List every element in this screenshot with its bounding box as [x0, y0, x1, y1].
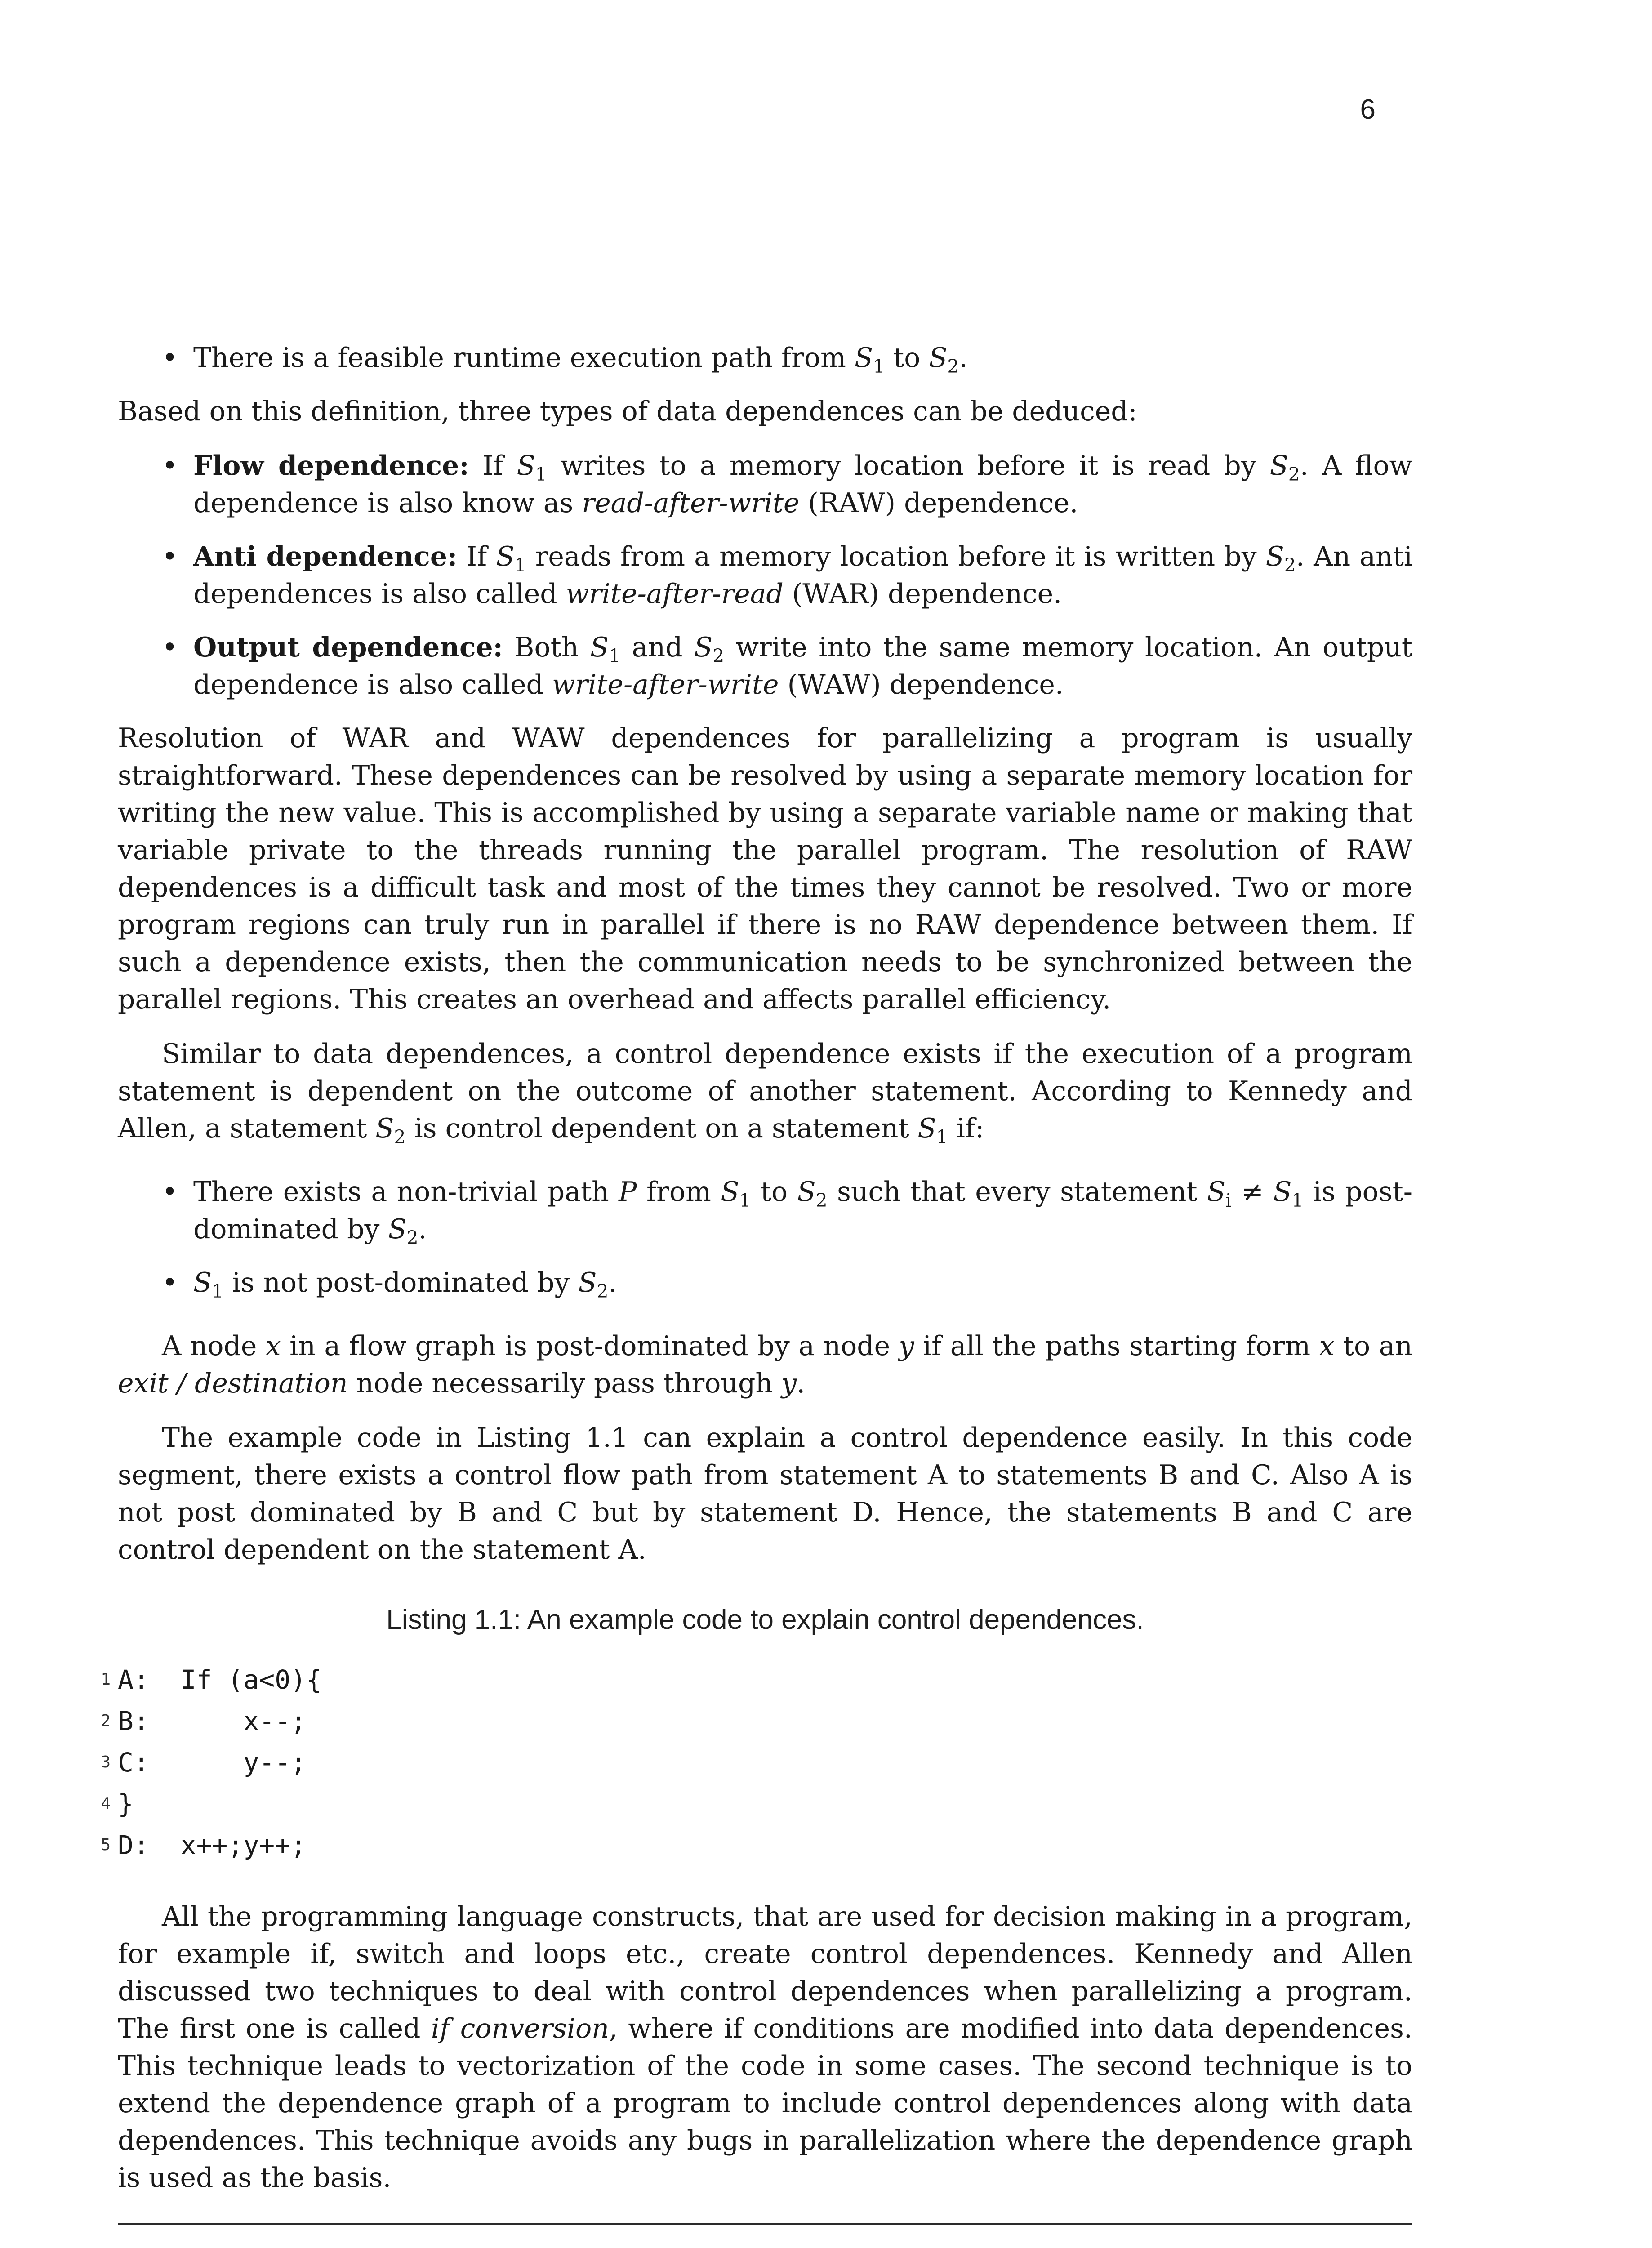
output-dependence-item: • Output dependence: Both $S_1$ and $S_2$ write into the same memory location. An output dependence is also called write-after-write (WAW) dependence. [193, 629, 1412, 704]
deduction-paragraph: Based on this definition, three types of data dependences can be deduced: [118, 396, 1137, 427]
page-body [101, 339, 1413, 2214]
code-text: D: x++;y++; [118, 1830, 307, 1860]
code-line [101, 1742, 1412, 1783]
code-text: B: x--; [118, 1706, 307, 1736]
term-anti: Anti dependence: [193, 541, 458, 572]
code-line [101, 1783, 1412, 1824]
line-number: 5 [101, 1836, 111, 1854]
code-text: A: If (a<0){ [118, 1664, 322, 1695]
line-number: 1 [101, 1670, 111, 1689]
code-line [101, 1659, 1412, 1700]
page-number: 6 [1360, 94, 1376, 125]
condition-item-postdom: • $S_1$ is not post-dominated by $S_2$. [193, 1264, 1412, 1302]
line-number: 4 [101, 1794, 111, 1813]
intro-bullet-list [118, 339, 1412, 377]
post-dominance-paragraph: A node x in a flow graph is post-dominated by a node y if all the paths starting form x to an exit / destination node necessarily pass through y. [118, 1330, 1412, 1399]
dependence-types-list [118, 447, 1412, 704]
listing-caption: Listing 1.1: An example code to explain control dependences. [386, 1604, 1144, 1635]
code-text: C: y--; [118, 1747, 307, 1778]
math-s2: $S_2$ [929, 342, 959, 377]
list-item: • There is a feasible runtime execution path from $S_1$ to $S_2$. [193, 339, 1412, 377]
term-flow: Flow dependence: [193, 450, 469, 482]
control-conditions-list [118, 1173, 1412, 1302]
anti-dependence-item: • Anti dependence: If $S_1$ reads from a memory location before it is written by $S_2$. An anti dependences is also called write-after-read (WAR) dependence. [193, 538, 1412, 613]
code-line [101, 1824, 1412, 1866]
term-output: Output dependence: [193, 632, 503, 663]
condition-item-path: • There exists a non-trivial path P from $S_1$ to $S_2$ such that every statement $S_i \ne S_1$ is post-dominated by $S_2$. [193, 1173, 1412, 1248]
flow-dependence-item: • Flow dependence: If $S_1$ writes to a memory location before it is read by $S_2$. A flow dependence is also know as read-after-write (RAW) dependence. [193, 447, 1412, 522]
example-paragraph: The example code in Listing 1.1 can explain a control dependence easily. In this code segment, there exists a control flow path from statement A to statements B and C. Also A is not post dominated by B and C but by statement D. Hence, the statements B and C are control dependent on the statement A. [118, 1422, 1412, 1566]
footnote-divider [118, 2223, 1412, 2225]
final-paragraph: All the programming language constructs, that are used for decision making in a program, for example if, switch and loops etc., create control dependences. Kennedy and Allen discussed two techniques to deal with control dependences when parallelizing a program. The first one is called if conversion, where if conditions are modified into data dependences. This technique leads to vectorization of the code in some cases. The second technique is to extend the dependence graph of a program to include control dependences along with data dependences. This technique avoids any bugs in parallelization where the dependence graph is used as the basis. [118, 1901, 1413, 2194]
control-dependence-paragraph: Similar to data dependences, a control dependence exists if the execution of a program statement is dependent on the outcome of another statement. According to Kennedy and Allen, a statement $S_2$ is control dependent on a statement $S_1$ if: [118, 1038, 1412, 1148]
line-number: 3 [101, 1753, 111, 1771]
code-listing [101, 1659, 1412, 1866]
code-text: } [118, 1789, 134, 1819]
resolution-paragraph: Resolution of WAR and WAW dependences for parallelizing a program is usually straightforward. These dependences can be resolved by using a separate memory location for writing the new value. This is accomplished by using a separate variable name or making that variable private to the threads running the parallel program. The resolution of RAW dependences is a difficult task and most of the times they cannot be resolved. Two or more program regions can truly run in parallel if there is no RAW dependence between them. If such a dependence exists, then the communication needs to be synchronized between the parallel regions. This creates an overhead and affects parallel efficiency. [118, 723, 1412, 1015]
code-line [101, 1700, 1412, 1742]
line-number: 2 [101, 1712, 111, 1730]
math-s1: $S_1$ [854, 342, 885, 377]
